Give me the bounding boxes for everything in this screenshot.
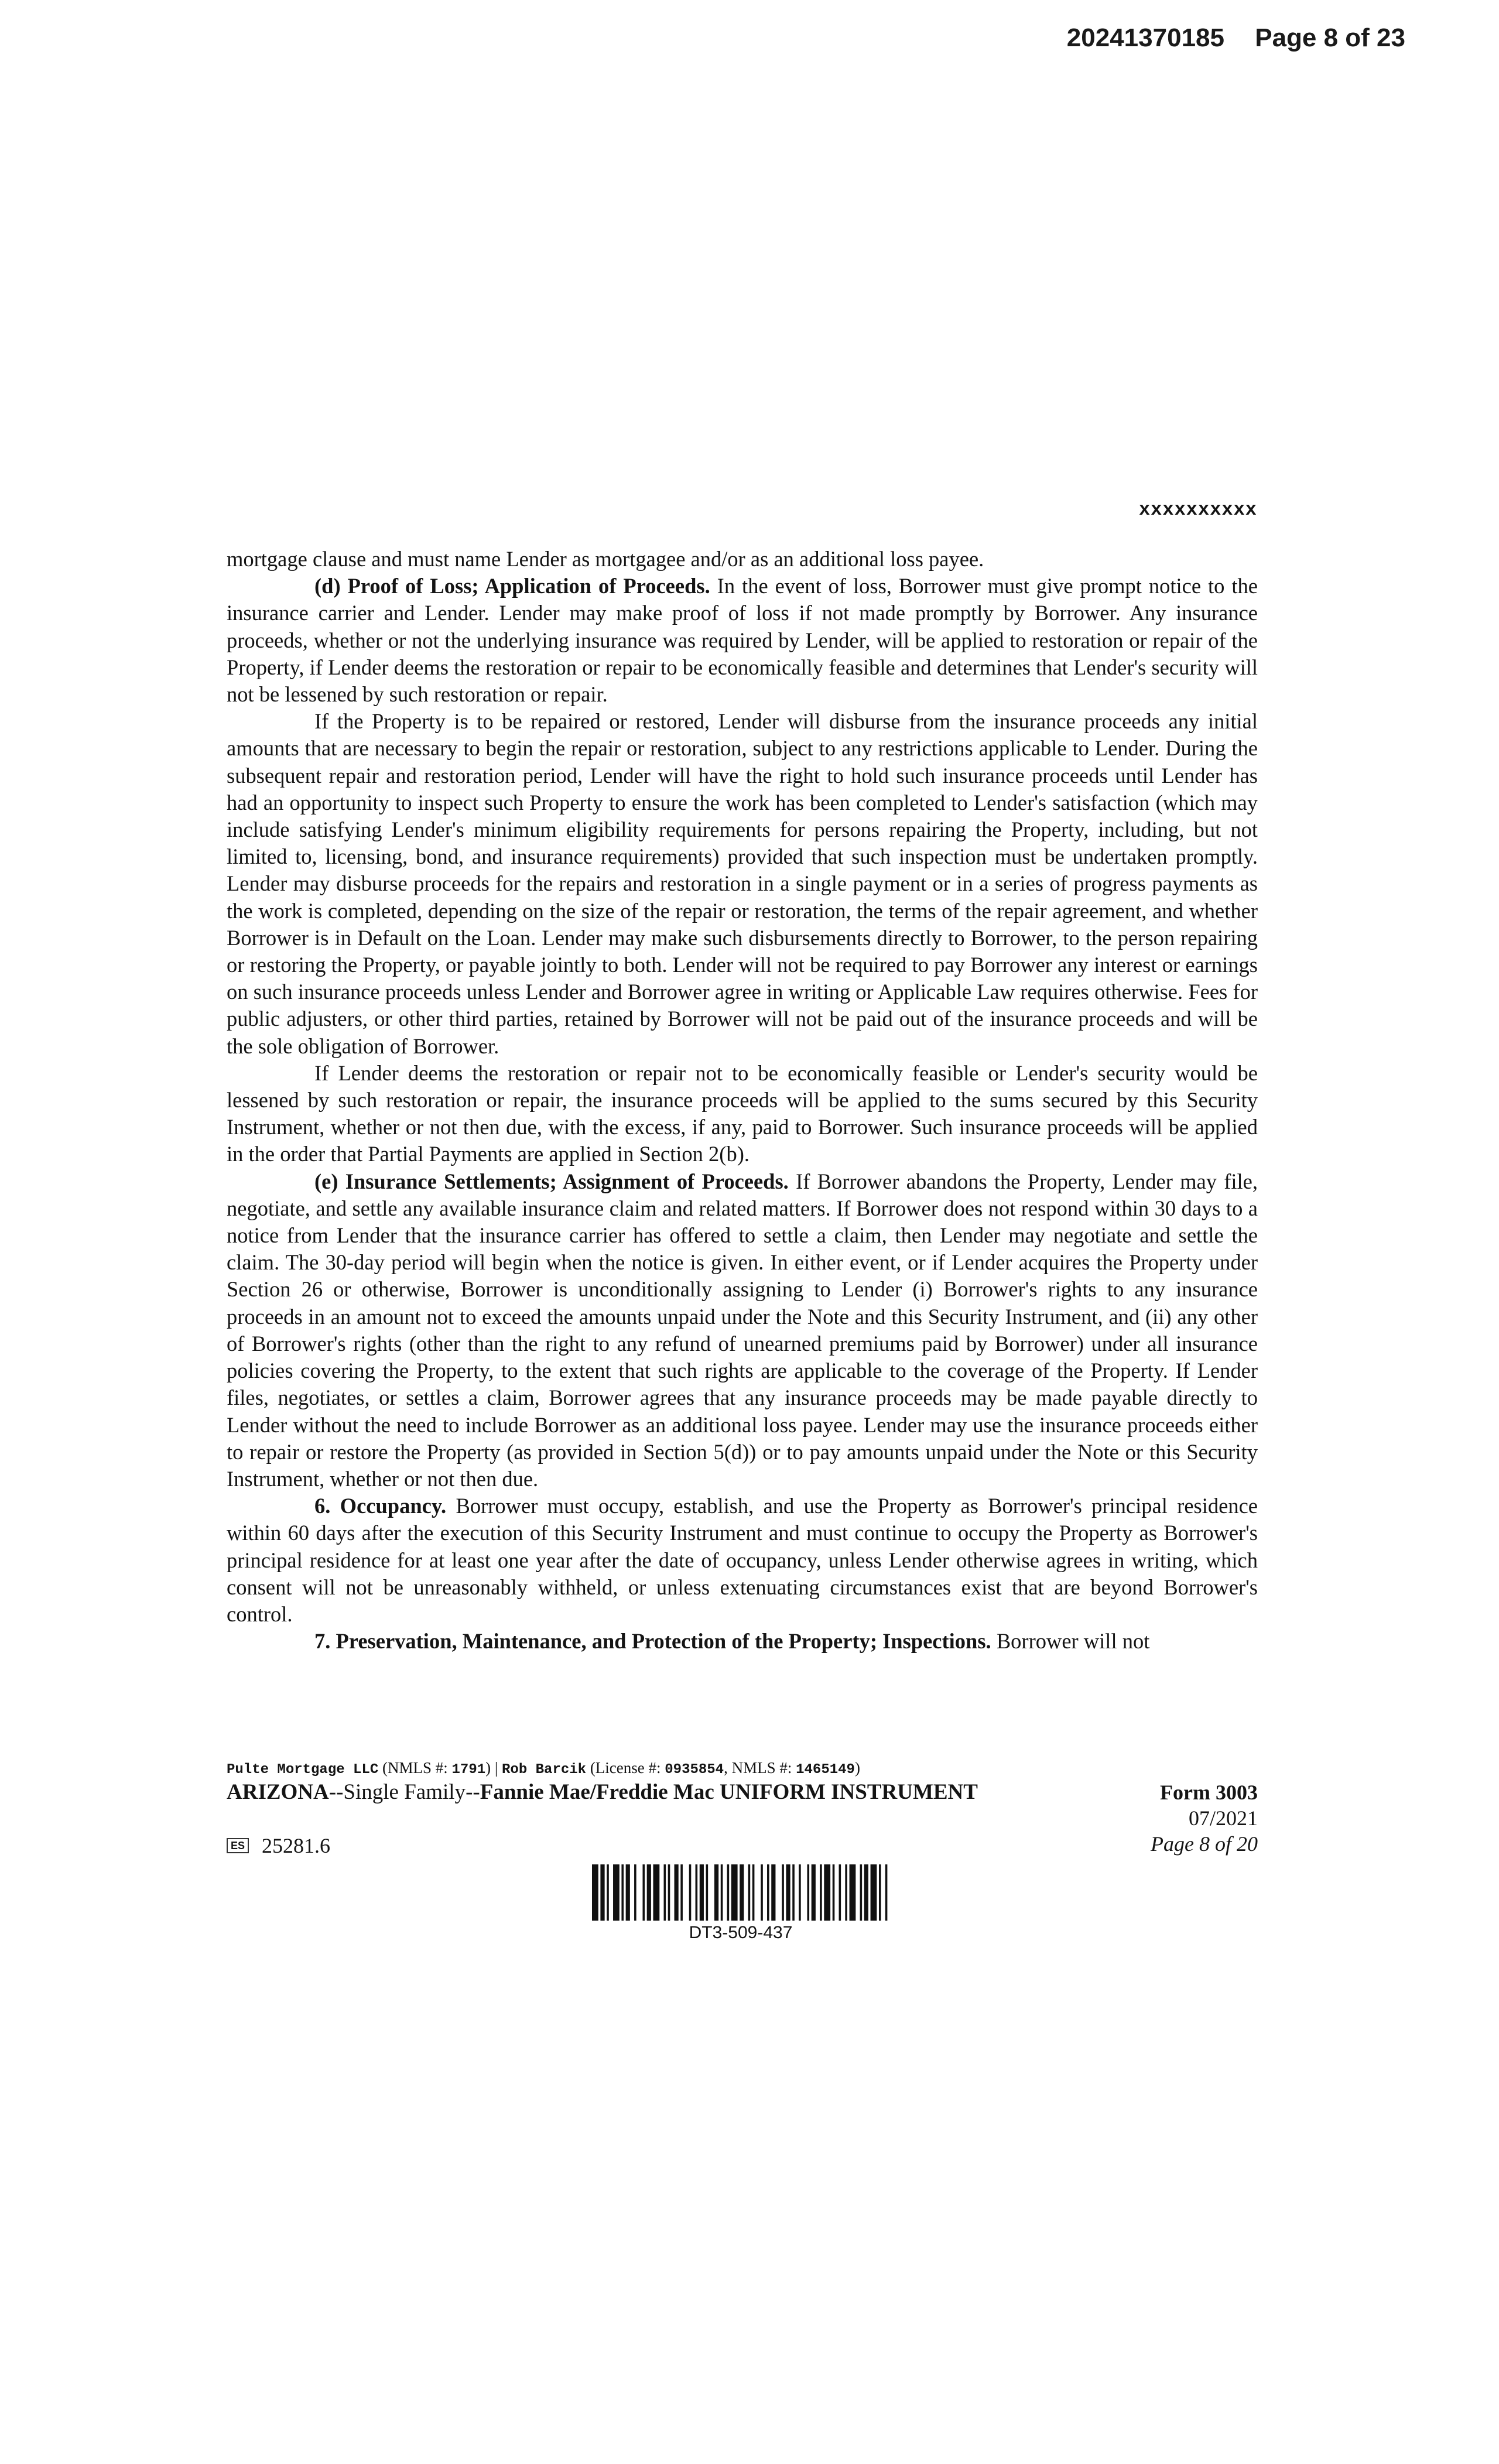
nmls-label: , NMLS #: [724, 1759, 796, 1777]
barcode-icon [592, 1864, 889, 1921]
paragraph-text: If Borrower abandons the Property, Lender may file, negotiate, and settle any available insurance claim and related matters. If Borrower does not respond within 30 days to a notice from Lender that the insurance carrier has offered to settle a claim, then Lender may negotiate and settle the claim. The 30-day period will begin when the notice is given. In either event, or if Lender acquires the Property under Section 26 or otherwise, Borrower is unconditionally assigning to Lender (i) Borrower's rights to any insurance proceeds in an amount not to exceed the amounts unpaid under the Note and this Security Instrument, and (ii) any other of Borrower's rights (other than the right to any refund of unearned premiums paid by Borrower) under all insurance policies covering the Property, to the extent that such rights are applicable to the coverage of the Property. If Lender files, negotiates, or settles a claim, Borrower agrees that any insurance proceeds may be made payable directly to Lender without the need to include Borrower as an additional loss payee. Lender may use the insurance proceeds either to repair or restore the Property (as provided in Section 5(d)) or to pay amounts unpaid under the Note or this Security Instrument, whether or not then due. [227, 1169, 1258, 1491]
lender-name: Pulte Mortgage LLC [227, 1762, 379, 1778]
document-body [227, 546, 1258, 1655]
doc-reference-number: 25281.6 [262, 1834, 331, 1857]
paragraph-not-feasible: If Lender deems the restoration or repair not to be economically feasible or Lender's security would be lessened by such restoration or repair, the insurance proceeds will be applied to the sums secured by this Security Instrument, whether or not then due, with the excess, if any, paid to Borrower. Such insurance proceeds will be applied in the order that Partial Payments are applied in Section 2(b). [227, 1060, 1258, 1166]
document-id: xxxxxxxxxx [1138, 499, 1257, 521]
form-number: Form 3003 [1160, 1781, 1258, 1804]
license-label: (License #: [586, 1759, 665, 1777]
paragraph-insurance-settlements [227, 1168, 1258, 1493]
originator-nmls-number: 1465149 [796, 1762, 855, 1778]
es-logo-icon: ES [227, 1838, 249, 1853]
doc-reference [227, 1833, 330, 1858]
close-paren: ) [854, 1759, 860, 1777]
form-page: Page 8 of 20 [1151, 1832, 1258, 1856]
paragraph-text: Borrower will not [991, 1629, 1150, 1654]
section-heading: 6. Occupancy. [314, 1494, 447, 1518]
barcode-label: DT3-509-437 [689, 1923, 793, 1942]
lender-info [227, 1758, 1258, 1779]
instrument-name: Fannie Mae/Freddie Mac UNIFORM INSTRUMENT [480, 1780, 978, 1804]
paragraph-preservation [227, 1628, 1258, 1655]
section-heading: 7. Preservation, Maintenance, and Protection of the Property; Inspections. [314, 1629, 991, 1654]
family-type: Single Family [343, 1780, 466, 1804]
recording-header [1067, 23, 1405, 53]
form-info [1151, 1779, 1258, 1857]
originator-name: Rob Barcik [502, 1762, 587, 1778]
form-date: 07/2021 [1188, 1806, 1258, 1830]
paragraph-repair-restoration: If the Property is to be repaired or restored, Lender will disburse from the insurance proceeds any initial amounts that are necessary to begin the repair or restoration, subject to any restrictions applicable to Lender. During the subsequent repair and restoration period, Lender will have the right to hold such insurance proceeds until Lender has had an opportunity to inspect such Property to ensure the work has been completed to Lender's satisfaction (which may include satisfying Lender's minimum eligibility requirements for persons repairing the Property, including, but not limited to, licensing, bond, and insurance requirements) provided that such inspection must be undertaken promptly. Lender may disburse proceeds for the repairs and restoration in a single payment or in a series of progress payments as the work is completed, depending on the size of the repair or restoration, the terms of the repair agreement, and whether Borrower is in Default on the Loan. Lender may make such disbursements directly to Borrower, to the person repairing or restoring the Property, or payable jointly to both. Lender will not be required to pay Borrower any interest or earnings on such insurance proceeds unless Lender and Borrower agree in writing or Applicable Law requires otherwise. Fees for public adjusters, or other third parties, retained by Borrower will not be paid out of the insurance proceeds and will be the sole obligation of Borrower. [227, 709, 1258, 1058]
paragraph-proof-of-loss [227, 573, 1258, 708]
form-footer [227, 1758, 1258, 1857]
section-heading: (e) Insurance Settlements; Assignment of Proceeds. [314, 1169, 789, 1193]
recording-page: Page 8 of 23 [1255, 23, 1405, 52]
dash: -- [328, 1780, 344, 1804]
section-heading: (d) Proof of Loss; Application of Proceeds. [314, 574, 710, 598]
recording-number: 20241370185 [1066, 23, 1224, 52]
paragraph-text: Borrower must occupy, establish, and use the Property as Borrower's principal residence within 60 days after the execution of this Security Instrument and must continue to occupy the Property as Borrower's principal residence for at least one year after the date of occupancy, unless Lender otherwise agrees in writing, which consent will not be unreasonably withheld, or unless extenuating circumstances exist that are beyond Borrower's control. [227, 1494, 1258, 1626]
instrument-title [227, 1779, 1258, 1805]
separator: ) | [485, 1759, 502, 1777]
paragraph-text: In the event of loss, Borrower must give prompt notice to the insurance carrier and Lender. Lender may make proof of loss if not made promptly by Borrower. Any insurance proceeds, whether or not the underlying insurance was required by Lender, will be applied to restoration or repair of the Property, if Lender deems the restoration or repair to be economically feasible and determines that Lender's security will not be lessened by such restoration or repair. [227, 574, 1258, 707]
paragraph-mortgage-clause: mortgage clause and must name Lender as mortgagee and/or as an additional loss payee. [227, 547, 984, 571]
dash: -- [466, 1780, 480, 1804]
lender-nmls-label: (NMLS #: [378, 1759, 452, 1777]
lender-nmls-number: 1791 [451, 1762, 486, 1778]
paragraph-occupancy [227, 1493, 1258, 1628]
license-number: 0935854 [665, 1762, 724, 1778]
state: ARIZONA [227, 1780, 329, 1804]
